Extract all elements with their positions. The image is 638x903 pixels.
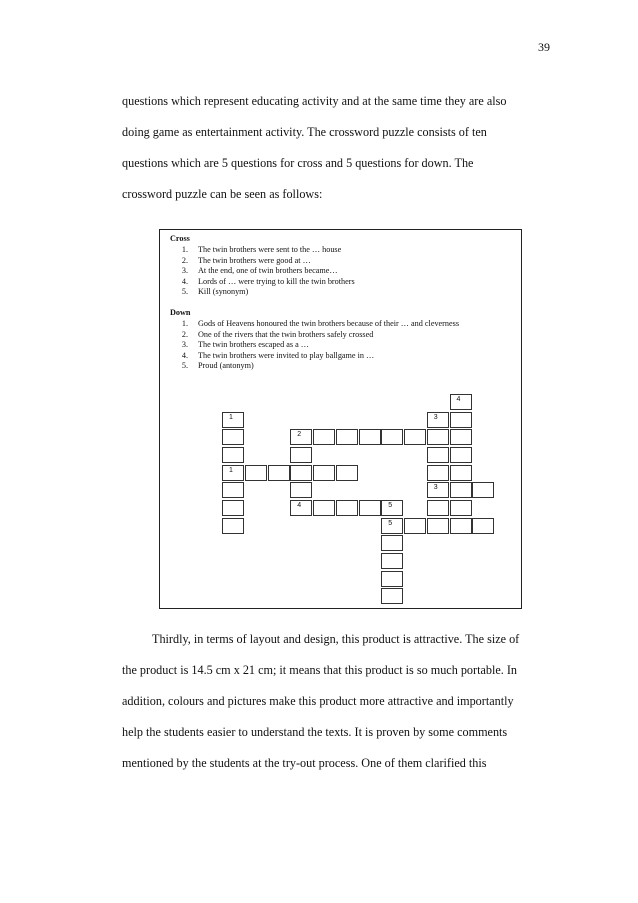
crossword-cell[interactable] <box>313 465 335 481</box>
body-paragraph-1 <box>122 86 542 210</box>
crossword-cell[interactable] <box>427 500 449 516</box>
crossword-cell[interactable] <box>427 412 449 428</box>
crossword-cell[interactable] <box>427 429 449 445</box>
paragraph-line: mentioned by the students at the try-out process. One of them clarified this <box>122 756 487 770</box>
cell-clue-number: 1 <box>229 413 233 421</box>
clue-number: 1. <box>181 245 188 254</box>
crossword-cell[interactable] <box>222 518 244 534</box>
clue-text: Kill (synonym) <box>198 287 249 297</box>
crossword-cell[interactable] <box>336 500 358 516</box>
clue-text: One of the rivers that the twin brothers safely crossed <box>198 329 374 339</box>
crossword-cell[interactable] <box>336 465 358 481</box>
clue-text: The twin brothers were sent to the … house <box>198 245 342 254</box>
paragraph-line: doing game as entertainment activity. The crossword puzzle consists of ten <box>122 125 487 139</box>
crossword-cell[interactable] <box>313 500 335 516</box>
cell-clue-number: 3 <box>433 484 438 492</box>
crossword-cell[interactable] <box>450 412 472 428</box>
paragraph-line: questions which are 5 questions for cross and 5 questions for down. The <box>122 156 474 170</box>
crossword-cell[interactable] <box>450 465 472 481</box>
cell-clue-number: 4 <box>456 396 461 403</box>
crossword-cell[interactable] <box>245 465 267 481</box>
crossword-cell[interactable] <box>427 465 449 481</box>
crossword-cell[interactable] <box>222 412 244 428</box>
crossword-cell[interactable] <box>404 429 426 445</box>
crossword-cell[interactable] <box>450 394 472 410</box>
clue-number: 2. <box>181 255 188 265</box>
clue-number: 1. <box>181 318 188 328</box>
paragraph-line: help the students easier to understand the texts. It is proven by some comments <box>122 725 508 739</box>
clue-text: At the end, one of twin brothers became… <box>198 266 338 276</box>
clue-text: The twin brothers were invited to play ballgame in … <box>198 350 375 360</box>
cross-heading: Cross <box>170 234 190 243</box>
paragraph-line: crossword puzzle can be seen as follows: <box>122 187 323 201</box>
clue-text: The twin brothers were good at … <box>198 255 311 265</box>
crossword-cell[interactable] <box>427 447 449 463</box>
crossword-cell[interactable] <box>268 465 290 481</box>
crossword-cell[interactable] <box>359 500 381 516</box>
crossword-cell[interactable] <box>290 429 312 445</box>
crossword-cell[interactable] <box>381 500 403 516</box>
clue-number: 5. <box>181 287 188 297</box>
clue-number: 3. <box>181 266 188 276</box>
crossword-cell[interactable] <box>222 465 244 481</box>
crossword-cell[interactable] <box>450 500 472 516</box>
crossword-cell[interactable] <box>359 429 381 445</box>
crossword-cell[interactable] <box>472 518 494 534</box>
crossword-cell[interactable] <box>381 535 403 551</box>
crossword-cell[interactable] <box>313 429 335 445</box>
clue-number: 4. <box>181 276 188 286</box>
clue-number: 2. <box>181 329 188 339</box>
cell-clue-number: 1 <box>229 466 233 474</box>
crossword-cell[interactable] <box>290 500 312 516</box>
paragraph-line: Thirdly, in terms of layout and design, this product is attractive. The size of <box>152 632 520 646</box>
page-number: 39 <box>538 40 550 54</box>
cell-clue-number: 4 <box>297 501 302 509</box>
paragraph-line: the product is 14.5 cm x 21 cm; it means that this product is so much portable. In <box>122 663 518 677</box>
down-heading: Down <box>170 307 191 317</box>
crossword-cell[interactable] <box>450 447 472 463</box>
crossword-cell[interactable] <box>472 482 494 498</box>
clue-text: Gods of Heavens honoured the twin brothers because of their … and cleverness <box>198 318 460 328</box>
clue-number: 3. <box>181 340 188 350</box>
crossword-cell[interactable] <box>381 518 403 534</box>
cell-clue-number: 2 <box>297 431 302 439</box>
crossword-cell[interactable] <box>290 447 312 463</box>
cell-clue-number: 5 <box>388 519 393 527</box>
cell-clue-number: 3 <box>433 413 438 421</box>
crossword-puzzle-box <box>159 229 522 609</box>
crossword-cell[interactable] <box>450 429 472 445</box>
crossword-cell[interactable] <box>336 429 358 445</box>
crossword-cell[interactable] <box>290 465 312 481</box>
crossword-cell[interactable] <box>381 571 403 587</box>
crossword-cell[interactable] <box>450 518 472 534</box>
cell-clue-number: 5 <box>388 501 393 509</box>
clue-number: 4. <box>181 350 188 360</box>
clue-text: Lords of … were trying to kill the twin brothers <box>198 276 355 286</box>
crossword-cell[interactable] <box>381 588 403 604</box>
clue-text: Proud (antonym) <box>198 361 254 371</box>
crossword-cell[interactable] <box>427 482 449 498</box>
crossword-cell[interactable] <box>290 482 312 498</box>
crossword-cell[interactable] <box>450 482 472 498</box>
crossword-grid <box>160 230 523 610</box>
clue-number: 5. <box>181 361 188 371</box>
paragraph-line: addition, colours and pictures make this product more attractive and importantly <box>122 694 514 708</box>
crossword-cell[interactable] <box>381 429 403 445</box>
body-paragraph-2 <box>122 624 542 779</box>
crossword-cell[interactable] <box>222 429 244 445</box>
crossword-cell[interactable] <box>427 518 449 534</box>
crossword-cell[interactable] <box>222 447 244 463</box>
crossword-cell[interactable] <box>404 518 426 534</box>
crossword-cell[interactable] <box>222 482 244 498</box>
paragraph-line: questions which represent educating activity and at the same time they are also <box>122 94 507 108</box>
crossword-cell[interactable] <box>222 500 244 516</box>
clue-text: The twin brothers escaped as a … <box>198 340 309 350</box>
crossword-cell[interactable] <box>381 553 403 569</box>
